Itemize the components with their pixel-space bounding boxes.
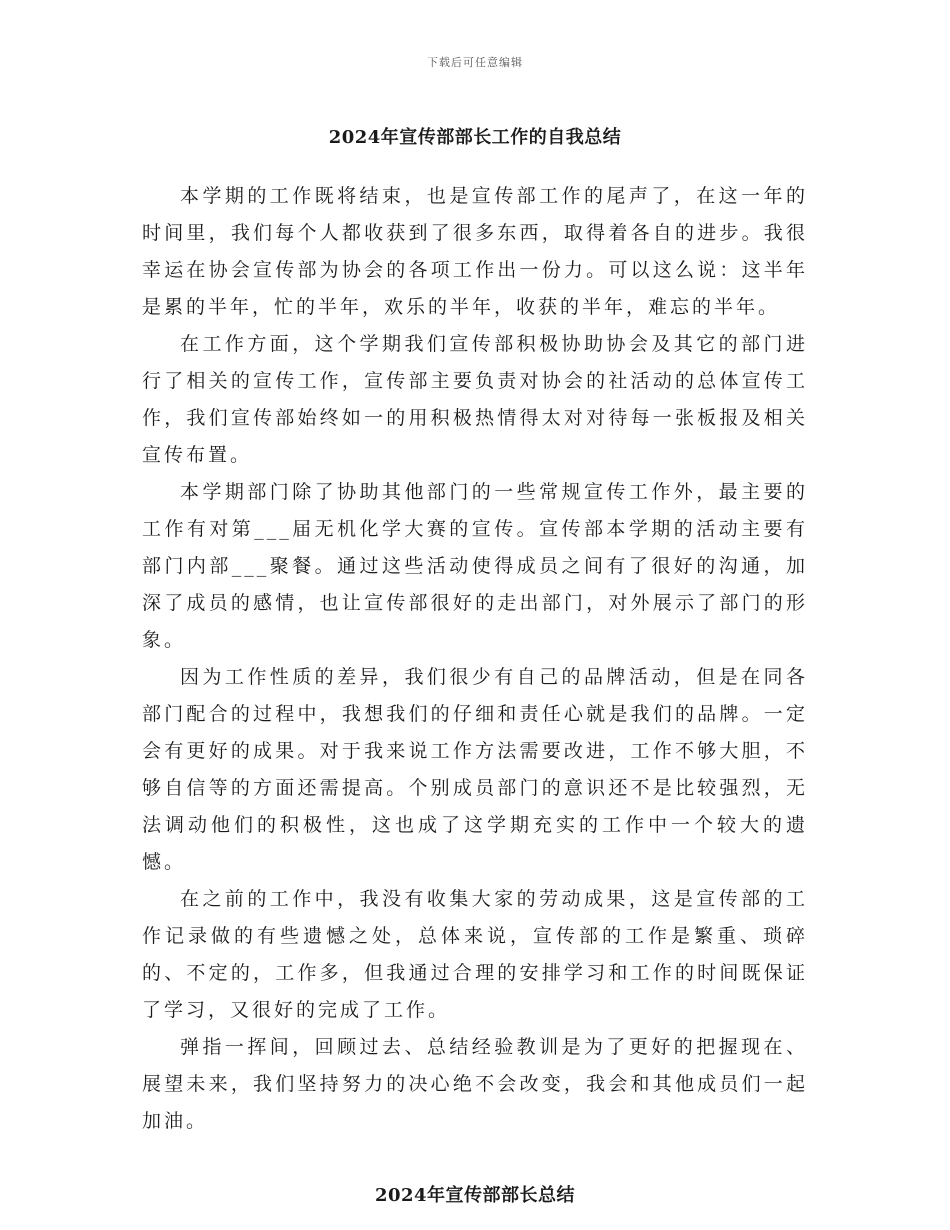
paragraph-4: 因为工作性质的差异，我们很少有自己的品牌活动，但是在同各部门配合的过程中，我想我们的仔细和责任心就是我们的品牌。一定会有更好的成果。对于我来说工作方法需要改进，工作不够大胆，不够自信等的方面还需提高。个别成员部门的意识还不是比较强烈，无法调动他们的积极性，这也成了这学期充实的工作中一个较大的遗憾。 xyxy=(142,666,808,873)
paragraph-2: 在工作方面，这个学期我们宣传部积极协助协会及其它的部门进行了相关的宣传工作，宣传部主要负责对协会的社活动的总体宣传工作，我们宣传部始终如一的用积极热情得太对对待每一张板报及相关宣传布置。 xyxy=(142,333,808,466)
document-title: 2024年宣传部部长工作的自我总结 xyxy=(328,127,622,148)
header-note: 下载后可任意编辑 xyxy=(427,56,523,69)
paragraph-6: 弹指一挥间，回顾过去、总结经验教训是为了更好的把握现在、展望未来，我们坚持努力的决心绝不会改变，我会和其他成员们一起加油。 xyxy=(142,1036,808,1132)
paragraph-1: 本学期的工作既将结束，也是宣传部工作的尾声了，在这一年的时间里，我们每个人都收获到了很多东西，取得着各自的进步。我很幸运在协会宣传部为协会的各项工作出一份力。可以这么说：这半年是累的半年，忙的半年，欢乐的半年，收获的半年，难忘的半年。 xyxy=(142,185,808,318)
paragraph-3: 本学期部门除了协助其他部门的一些常规宣传工作外，最主要的工作有对第___届无机化学大赛的宣传。宣传部本学期的活动主要有部门内部___聚餐。通过这些活动使得成员之间有了很好的沟通，加深了成员的感情，也让宣传部很好的走出部门，对外展示了部门的形象。 xyxy=(142,481,808,651)
next-section-title: 2024年宣传部部长总结 xyxy=(374,1185,576,1206)
document-body xyxy=(142,118,808,1216)
paragraph-5: 在之前的工作中，我没有收集大家的劳动成果，这是宣传部的工作记录做的有些遗憾之处，总体来说，宣传部的工作是繁重、琐碎的、不定的，工作多，但我通过合理的安排学习和工作的时间既保证了学习，又很好的完成了工作。 xyxy=(142,888,808,1021)
